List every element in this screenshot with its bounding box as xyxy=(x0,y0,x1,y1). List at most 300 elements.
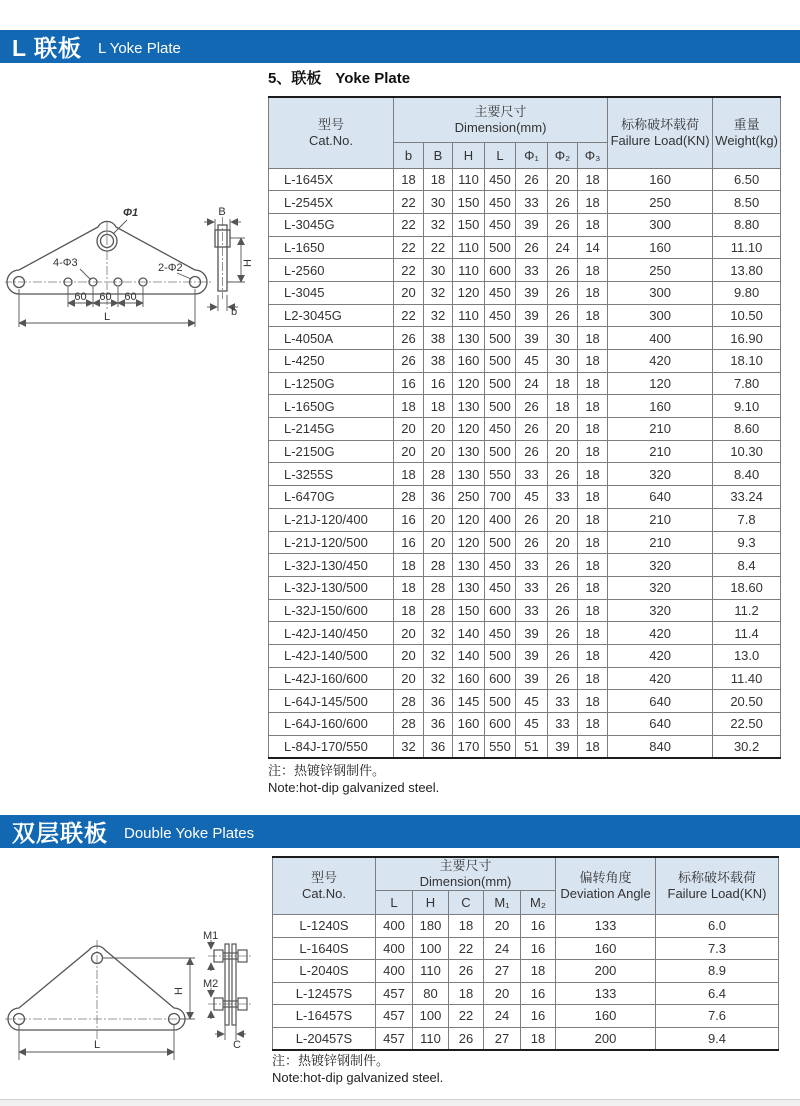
value-cell: 20 xyxy=(548,508,578,531)
value-cell: 18 xyxy=(521,1027,556,1050)
value-cell: 120 xyxy=(453,281,485,304)
section1-heading-zh: 5、联板 xyxy=(268,70,322,87)
value-cell: 110 xyxy=(413,1027,449,1050)
value-cell: 33.24 xyxy=(713,486,781,509)
double-yoke-front-view xyxy=(8,946,185,1030)
value-cell: 26 xyxy=(516,395,548,418)
table-row xyxy=(269,690,781,713)
table-row xyxy=(269,213,781,236)
value-cell: 28 xyxy=(394,713,424,736)
value-cell: 160 xyxy=(608,236,713,259)
value-cell: 28 xyxy=(424,463,453,486)
page-bottom-strip xyxy=(0,1099,800,1106)
col-header-load-zh: 标称破坏载荷 xyxy=(621,116,700,132)
section2-banner-title-zh: 双层联板 xyxy=(12,820,108,846)
value-cell: 39 xyxy=(516,281,548,304)
value-cell: 160 xyxy=(453,350,485,373)
value-cell: 20 xyxy=(548,418,578,441)
value-cell: 18 xyxy=(548,372,578,395)
col-header-load-en: Failure Load(KN) xyxy=(667,886,767,901)
value-cell: 320 xyxy=(608,554,713,577)
value-cell: 8.50 xyxy=(713,191,781,214)
value-cell: 39 xyxy=(516,327,548,350)
value-cell: 33 xyxy=(548,486,578,509)
value-cell: 26 xyxy=(548,622,578,645)
col-header-failure-load xyxy=(656,857,779,915)
value-cell: 6.4 xyxy=(656,982,779,1005)
col-header-weight xyxy=(713,97,781,168)
value-cell: 130 xyxy=(453,440,485,463)
value-cell: 20 xyxy=(394,667,424,690)
value-cell: 18 xyxy=(394,576,424,599)
value-cell: 28 xyxy=(424,599,453,622)
value-cell: 26 xyxy=(449,1027,484,1050)
value-cell: 18 xyxy=(578,213,608,236)
note-section2-zh: 注：热镀锌钢制件。 xyxy=(272,1053,390,1068)
value-cell: 20 xyxy=(394,440,424,463)
cat-no-cell: L-21J-120/500 xyxy=(269,531,394,554)
value-cell: 26 xyxy=(548,667,578,690)
value-cell: 26 xyxy=(548,281,578,304)
yoke-plate-technical-drawing xyxy=(5,183,260,355)
value-cell: 160 xyxy=(453,667,485,690)
value-cell: 22 xyxy=(394,236,424,259)
table-row xyxy=(269,622,781,645)
cat-no-cell: L-42J-140/450 xyxy=(269,622,394,645)
value-cell: 7.8 xyxy=(713,508,781,531)
value-cell: 32 xyxy=(424,644,453,667)
value-cell: 300 xyxy=(608,281,713,304)
value-cell: 120 xyxy=(453,531,485,554)
value-cell: 9.4 xyxy=(656,1027,779,1050)
section2-banner-title-en: Double Yoke Plates xyxy=(124,824,255,842)
value-cell: 26 xyxy=(516,168,548,191)
value-cell: 45 xyxy=(516,713,548,736)
value-cell: 20 xyxy=(484,982,521,1005)
value-cell: 400 xyxy=(608,327,713,350)
cat-no-cell: L-2150G xyxy=(269,440,394,463)
cat-no-cell: L-16457S xyxy=(273,1005,376,1028)
value-cell: 26 xyxy=(516,440,548,463)
value-cell: 33 xyxy=(516,259,548,282)
value-cell: 10.50 xyxy=(713,304,781,327)
value-cell: 130 xyxy=(453,554,485,577)
value-cell: 250 xyxy=(453,486,485,509)
col-header-dimensions xyxy=(394,97,608,142)
value-cell: 38 xyxy=(424,350,453,373)
value-cell: 28 xyxy=(424,576,453,599)
label-dim-60-1: 60 xyxy=(74,291,87,303)
note-section2 xyxy=(272,1052,443,1086)
value-cell: 20 xyxy=(424,531,453,554)
col-header-dim-en: Dimension(mm) xyxy=(419,874,512,889)
cat-no-cell: L-3045G xyxy=(269,213,394,236)
value-cell: 22 xyxy=(394,213,424,236)
value-cell: 22 xyxy=(394,259,424,282)
value-cell: 400 xyxy=(376,915,413,938)
value-cell: 450 xyxy=(485,622,516,645)
value-cell: 22 xyxy=(394,191,424,214)
value-cell: 18 xyxy=(424,395,453,418)
value-cell: 420 xyxy=(608,350,713,373)
value-cell: 160 xyxy=(608,168,713,191)
col-header-b: b xyxy=(394,142,424,168)
value-cell: 500 xyxy=(485,644,516,667)
value-cell: 36 xyxy=(424,713,453,736)
value-cell: 13.0 xyxy=(713,644,781,667)
value-cell: 130 xyxy=(453,576,485,599)
table-row xyxy=(269,486,781,509)
value-cell: 18 xyxy=(578,418,608,441)
cat-no-cell: L-21J-120/400 xyxy=(269,508,394,531)
value-cell: 500 xyxy=(485,440,516,463)
value-cell: 24 xyxy=(516,372,548,395)
yoke-plate-spec-table xyxy=(268,96,781,759)
col-header-H: H xyxy=(453,142,485,168)
value-cell: 420 xyxy=(608,622,713,645)
table-row xyxy=(273,1027,779,1050)
value-cell: 18 xyxy=(578,486,608,509)
value-cell: 140 xyxy=(453,644,485,667)
value-cell: 28 xyxy=(424,554,453,577)
label-dim-B: B xyxy=(218,206,226,218)
value-cell: 13.80 xyxy=(713,259,781,282)
double-yoke-plate-spec-table xyxy=(272,856,779,1051)
value-cell: 32 xyxy=(424,667,453,690)
value-cell: 100 xyxy=(413,937,449,960)
value-cell: 26 xyxy=(548,554,578,577)
value-cell: 20.50 xyxy=(713,690,781,713)
col-header-catno-en: Cat.No. xyxy=(301,886,347,901)
value-cell: 26 xyxy=(548,576,578,599)
value-cell: 16 xyxy=(424,372,453,395)
value-cell: 20 xyxy=(394,418,424,441)
value-cell: 33 xyxy=(516,576,548,599)
section1-banner-title-zh: L 联板 xyxy=(12,35,83,61)
value-cell: 22 xyxy=(394,304,424,327)
cat-no-cell: L-2145G xyxy=(269,418,394,441)
value-cell: 160 xyxy=(453,713,485,736)
value-cell: 600 xyxy=(485,599,516,622)
table-row xyxy=(269,440,781,463)
table-row xyxy=(273,915,779,938)
col-header-L: L xyxy=(485,142,516,168)
value-cell: 20 xyxy=(548,440,578,463)
value-cell: 30 xyxy=(548,327,578,350)
value-cell: 22 xyxy=(449,1005,484,1028)
value-cell: 30 xyxy=(548,350,578,373)
value-cell: 18 xyxy=(578,372,608,395)
value-cell: 160 xyxy=(556,1005,656,1028)
value-cell: 26 xyxy=(548,191,578,214)
value-cell: 39 xyxy=(516,213,548,236)
value-cell: 45 xyxy=(516,486,548,509)
value-cell: 18 xyxy=(548,395,578,418)
cat-no-cell: L-42J-140/500 xyxy=(269,644,394,667)
value-cell: 18 xyxy=(578,168,608,191)
label-dim-H: H xyxy=(242,259,254,267)
value-cell: 150 xyxy=(453,213,485,236)
value-cell: 150 xyxy=(453,191,485,214)
value-cell: 18 xyxy=(578,350,608,373)
value-cell: 20 xyxy=(424,508,453,531)
table-row xyxy=(269,463,781,486)
col-header-weight-zh: 重量 xyxy=(733,116,760,132)
table-row xyxy=(269,531,781,554)
header-row-1 xyxy=(269,97,781,142)
value-cell: 36 xyxy=(424,486,453,509)
value-cell: 33 xyxy=(516,463,548,486)
value-cell: 500 xyxy=(485,327,516,350)
value-cell: 33 xyxy=(548,713,578,736)
value-cell: 26 xyxy=(394,327,424,350)
value-cell: 500 xyxy=(485,372,516,395)
cat-no-cell: L-84J-170/550 xyxy=(269,735,394,758)
value-cell: 400 xyxy=(376,937,413,960)
value-cell: 130 xyxy=(453,327,485,350)
value-cell: 20 xyxy=(394,644,424,667)
value-cell: 8.40 xyxy=(713,463,781,486)
cat-no-cell: L-20457S xyxy=(273,1027,376,1050)
value-cell: 26 xyxy=(548,599,578,622)
value-cell: 6.0 xyxy=(656,915,779,938)
col-header-dim-zh: 主要尺寸 xyxy=(439,858,492,873)
cat-no-cell: L-42J-160/600 xyxy=(269,667,394,690)
value-cell: 27 xyxy=(484,1027,521,1050)
value-cell: 130 xyxy=(453,463,485,486)
cat-no-cell: L-1650G xyxy=(269,395,394,418)
centerlines xyxy=(5,217,223,311)
section1-banner xyxy=(0,30,800,63)
value-cell: 400 xyxy=(485,508,516,531)
label-dim-L: L xyxy=(103,311,111,323)
value-cell: 30.2 xyxy=(713,735,781,758)
label-2-phi2: 2-Φ2 xyxy=(158,262,183,274)
note-section2-en: Note:hot-dip galvanized steel. xyxy=(272,1070,444,1085)
table-row xyxy=(269,599,781,622)
value-cell: 16 xyxy=(394,372,424,395)
value-cell: 300 xyxy=(608,213,713,236)
value-cell: 150 xyxy=(453,599,485,622)
value-cell: 130 xyxy=(453,395,485,418)
col-header-phi2: Φ₂ xyxy=(548,142,578,168)
value-cell: 26 xyxy=(394,350,424,373)
value-cell: 16 xyxy=(521,1005,556,1028)
table-row xyxy=(269,735,781,758)
cat-no-cell: L-32J-130/450 xyxy=(269,554,394,577)
value-cell: 18 xyxy=(394,395,424,418)
label-dim-L: L xyxy=(93,1039,101,1051)
value-cell: 16 xyxy=(521,937,556,960)
value-cell: 450 xyxy=(485,281,516,304)
label-dim-H: H xyxy=(173,987,185,995)
label-M2: M2 xyxy=(203,978,219,990)
value-cell: 7.6 xyxy=(656,1005,779,1028)
cat-no-cell: L-64J-145/500 xyxy=(269,690,394,713)
double-yoke-plate-technical-drawing xyxy=(5,928,255,1078)
value-cell: 180 xyxy=(413,915,449,938)
value-cell: 26 xyxy=(548,304,578,327)
value-cell: 210 xyxy=(608,508,713,531)
table-row xyxy=(269,350,781,373)
value-cell: 450 xyxy=(485,554,516,577)
label-phi1: Φ1 xyxy=(123,207,139,219)
value-cell: 160 xyxy=(608,395,713,418)
value-cell: 20 xyxy=(484,915,521,938)
table-row xyxy=(269,576,781,599)
cat-no-cell: L-1250G xyxy=(269,372,394,395)
col-header-catno xyxy=(269,97,394,168)
value-cell: 32 xyxy=(394,735,424,758)
value-cell: 39 xyxy=(516,644,548,667)
table-row xyxy=(273,1005,779,1028)
value-cell: 32 xyxy=(424,304,453,327)
value-cell: 33 xyxy=(548,690,578,713)
value-cell: 39 xyxy=(548,735,578,758)
value-cell: 450 xyxy=(485,191,516,214)
value-cell: 550 xyxy=(485,735,516,758)
col-header-deviation-angle xyxy=(556,857,656,915)
value-cell: 18 xyxy=(449,915,484,938)
note-section1-en: Note:hot-dip galvanized steel. xyxy=(268,780,440,795)
col-header-B: B xyxy=(424,142,453,168)
value-cell: 51 xyxy=(516,735,548,758)
cat-no-cell: L-2560 xyxy=(269,259,394,282)
value-cell: 30 xyxy=(424,191,453,214)
value-cell: 420 xyxy=(608,667,713,690)
value-cell: 700 xyxy=(485,486,516,509)
value-cell: 32 xyxy=(424,622,453,645)
value-cell: 16 xyxy=(394,508,424,531)
value-cell: 9.10 xyxy=(713,395,781,418)
value-cell: 20 xyxy=(424,418,453,441)
value-cell: 200 xyxy=(556,1027,656,1050)
value-cell: 8.9 xyxy=(656,960,779,983)
label-dim-C: C xyxy=(233,1039,241,1051)
value-cell: 32 xyxy=(424,213,453,236)
value-cell: 9.3 xyxy=(713,531,781,554)
label-dim-60-3: 60 xyxy=(124,291,137,303)
value-cell: 170 xyxy=(453,735,485,758)
value-cell: 11.40 xyxy=(713,667,781,690)
col-header-catno-en: Cat.No. xyxy=(308,132,354,148)
section2-banner xyxy=(0,815,800,848)
value-cell: 27 xyxy=(484,960,521,983)
value-cell: 8.80 xyxy=(713,213,781,236)
value-cell: 26 xyxy=(548,213,578,236)
header-row-1 xyxy=(273,857,779,891)
value-cell: 9.80 xyxy=(713,281,781,304)
note-section1-zh: 注：热镀锌钢制件。 xyxy=(268,763,386,778)
cat-no-cell: L-3255S xyxy=(269,463,394,486)
value-cell: 160 xyxy=(556,937,656,960)
value-cell: 110 xyxy=(413,960,449,983)
table-row xyxy=(269,327,781,350)
value-cell: 600 xyxy=(485,713,516,736)
value-cell: 16 xyxy=(394,531,424,554)
value-cell: 26 xyxy=(516,508,548,531)
value-cell: 18 xyxy=(578,713,608,736)
value-cell: 22.50 xyxy=(713,713,781,736)
value-cell: 36 xyxy=(424,735,453,758)
value-cell: 18 xyxy=(394,168,424,191)
value-cell: 18 xyxy=(394,463,424,486)
col-header-dev-zh: 偏转角度 xyxy=(579,870,632,885)
value-cell: 39 xyxy=(516,667,548,690)
value-cell: 500 xyxy=(485,690,516,713)
value-cell: 7.80 xyxy=(713,372,781,395)
value-cell: 32 xyxy=(424,281,453,304)
value-cell: 18 xyxy=(578,259,608,282)
cat-no-cell: L2-3045G xyxy=(269,304,394,327)
value-cell: 18 xyxy=(578,440,608,463)
value-cell: 18 xyxy=(578,690,608,713)
value-cell: 300 xyxy=(608,304,713,327)
value-cell: 100 xyxy=(413,1005,449,1028)
value-cell: 8.60 xyxy=(713,418,781,441)
table-row xyxy=(273,960,779,983)
value-cell: 38 xyxy=(424,327,453,350)
value-cell: 26 xyxy=(449,960,484,983)
table-row xyxy=(269,281,781,304)
value-cell: 20 xyxy=(548,168,578,191)
cat-no-cell: L-1650 xyxy=(269,236,394,259)
value-cell: 26 xyxy=(548,463,578,486)
value-cell: 7.3 xyxy=(656,937,779,960)
col-header-H: H xyxy=(413,891,449,915)
value-cell: 110 xyxy=(453,236,485,259)
table-row xyxy=(269,191,781,214)
value-cell: 200 xyxy=(556,960,656,983)
value-cell: 120 xyxy=(453,372,485,395)
col-header-dimensions xyxy=(376,857,556,891)
value-cell: 210 xyxy=(608,418,713,441)
value-cell: 450 xyxy=(485,576,516,599)
value-cell: 30 xyxy=(424,259,453,282)
table-row xyxy=(269,644,781,667)
cat-no-cell: L-32J-130/500 xyxy=(269,576,394,599)
value-cell: 18.10 xyxy=(713,350,781,373)
value-cell: 110 xyxy=(453,168,485,191)
col-header-C: C xyxy=(449,891,484,915)
value-cell: 120 xyxy=(453,418,485,441)
value-cell: 45 xyxy=(516,690,548,713)
value-cell: 26 xyxy=(516,236,548,259)
table-row xyxy=(269,304,781,327)
value-cell: 457 xyxy=(376,1005,413,1028)
value-cell: 22 xyxy=(449,937,484,960)
cat-no-cell: L-32J-150/600 xyxy=(269,599,394,622)
cat-no-cell: L-1645X xyxy=(269,168,394,191)
col-header-M1: M₁ xyxy=(484,891,521,915)
value-cell: 500 xyxy=(485,236,516,259)
value-cell: 120 xyxy=(608,372,713,395)
value-cell: 26 xyxy=(548,644,578,667)
label-M1: M1 xyxy=(203,930,219,942)
value-cell: 11.10 xyxy=(713,236,781,259)
value-cell: 18 xyxy=(578,531,608,554)
value-cell: 250 xyxy=(608,191,713,214)
value-cell: 33 xyxy=(516,554,548,577)
value-cell: 550 xyxy=(485,463,516,486)
value-cell: 10.30 xyxy=(713,440,781,463)
value-cell: 210 xyxy=(608,531,713,554)
cat-no-cell: L-6470G xyxy=(269,486,394,509)
value-cell: 18 xyxy=(578,191,608,214)
col-header-failure-load xyxy=(608,97,713,168)
label-dim-60-2: 60 xyxy=(99,291,112,303)
table-row xyxy=(269,554,781,577)
